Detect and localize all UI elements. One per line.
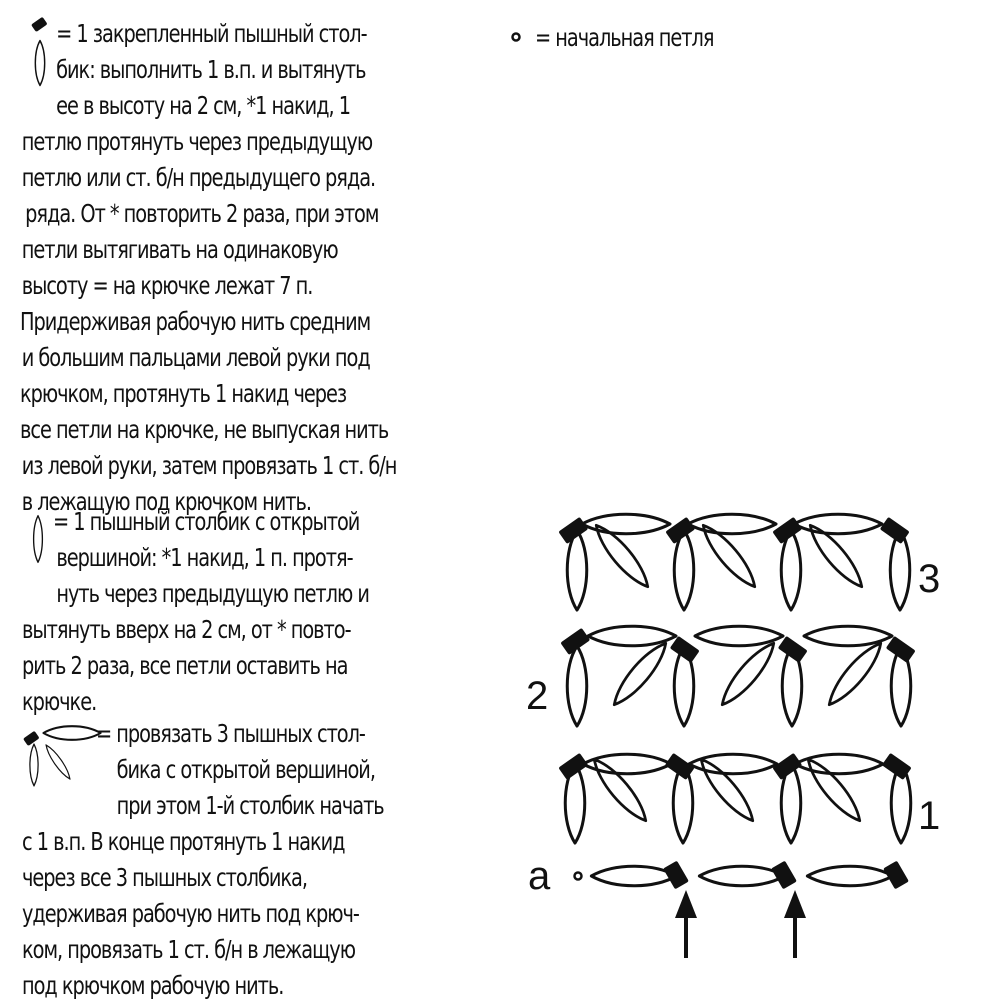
start-chain bbox=[575, 861, 909, 890]
legend-line: = 1 пышный столбик с открытой bbox=[52, 507, 360, 536]
fixed-puff-stitch-legend bbox=[20, 16, 396, 520]
legend-line: все петли на крючке, не выпуская нить bbox=[20, 415, 389, 444]
legend-line: из левой руки, затем провязать 1 ст. б/н bbox=[21, 451, 397, 480]
legend-line: = 1 закрепленный пышный стол- bbox=[56, 19, 367, 48]
arrow-up-icon bbox=[675, 890, 697, 958]
row-label-start: a bbox=[528, 854, 551, 898]
row-label-1: 1 bbox=[918, 794, 941, 838]
legend-line: и большим пальцами левой руки под bbox=[21, 343, 370, 372]
legend-line: Придерживая рабочую нить средним bbox=[20, 307, 371, 336]
legend-line: крючке. bbox=[22, 687, 97, 716]
row-label-2: 2 bbox=[526, 674, 549, 718]
legend-line: вытянуть вверх на 2 см, от * повто- bbox=[22, 615, 351, 644]
legend-line: нуть через предыдущую петлю и bbox=[56, 579, 369, 608]
start-loop-circle bbox=[575, 873, 582, 880]
small-circle-icon bbox=[513, 34, 520, 41]
diagram-row-1 bbox=[558, 753, 911, 843]
legend-line: петлю или ст. б/н предыдущего ряда. bbox=[21, 163, 376, 192]
legend-line: в лежащую под крючком нить. bbox=[21, 487, 312, 516]
legend-line: вершиной: *1 накид, 1 п. протя- bbox=[56, 543, 353, 572]
legend-line: бик: выполнить 1 в.п. и вытянуть bbox=[56, 55, 366, 84]
legend-line: ряда. От * повторить 2 раза, при этом bbox=[25, 199, 379, 228]
legend-line: высоту = на крючке лежат 7 п. bbox=[21, 271, 313, 300]
legend-line: = провязать 3 пышных стол- bbox=[95, 719, 365, 748]
legend-line: ком, провязать 1 ст. б/н в лежащую bbox=[22, 935, 355, 964]
legend-line: крючком, протянуть 1 накид через bbox=[20, 379, 347, 408]
open-puff-stitch-legend bbox=[22, 504, 369, 720]
legend-line: удерживая рабочую нить под крюч- bbox=[22, 899, 359, 928]
start-loop-legend: = начальная петля bbox=[535, 23, 714, 52]
diagram-row-3 bbox=[558, 514, 909, 610]
row-label-3: 3 bbox=[918, 557, 941, 601]
legend-line: ее в высоту на 2 см, *1 накид, 1 bbox=[56, 91, 351, 120]
three-puff-stitches-legend bbox=[22, 716, 384, 1000]
legend-line: через все 3 пышных столбика, bbox=[22, 863, 307, 892]
diagram-row-2 bbox=[560, 626, 915, 726]
legend-line: бика с открытой вершиной, bbox=[116, 755, 375, 784]
legend-line: петлю протянуть через предыдущую bbox=[21, 127, 373, 156]
legend-line: с 1 в.п. В конце протянуть 1 накид bbox=[22, 827, 345, 856]
legend-line: при этом 1-й столбик начать bbox=[116, 791, 384, 820]
legend-line: под крючком рабочую нить. bbox=[22, 971, 284, 1000]
legend-line: петли вытягивать на одинаковую bbox=[21, 235, 338, 264]
legend-line: рить 2 раза, все петли оставить на bbox=[22, 651, 348, 680]
arrow-up-icon bbox=[784, 890, 806, 958]
